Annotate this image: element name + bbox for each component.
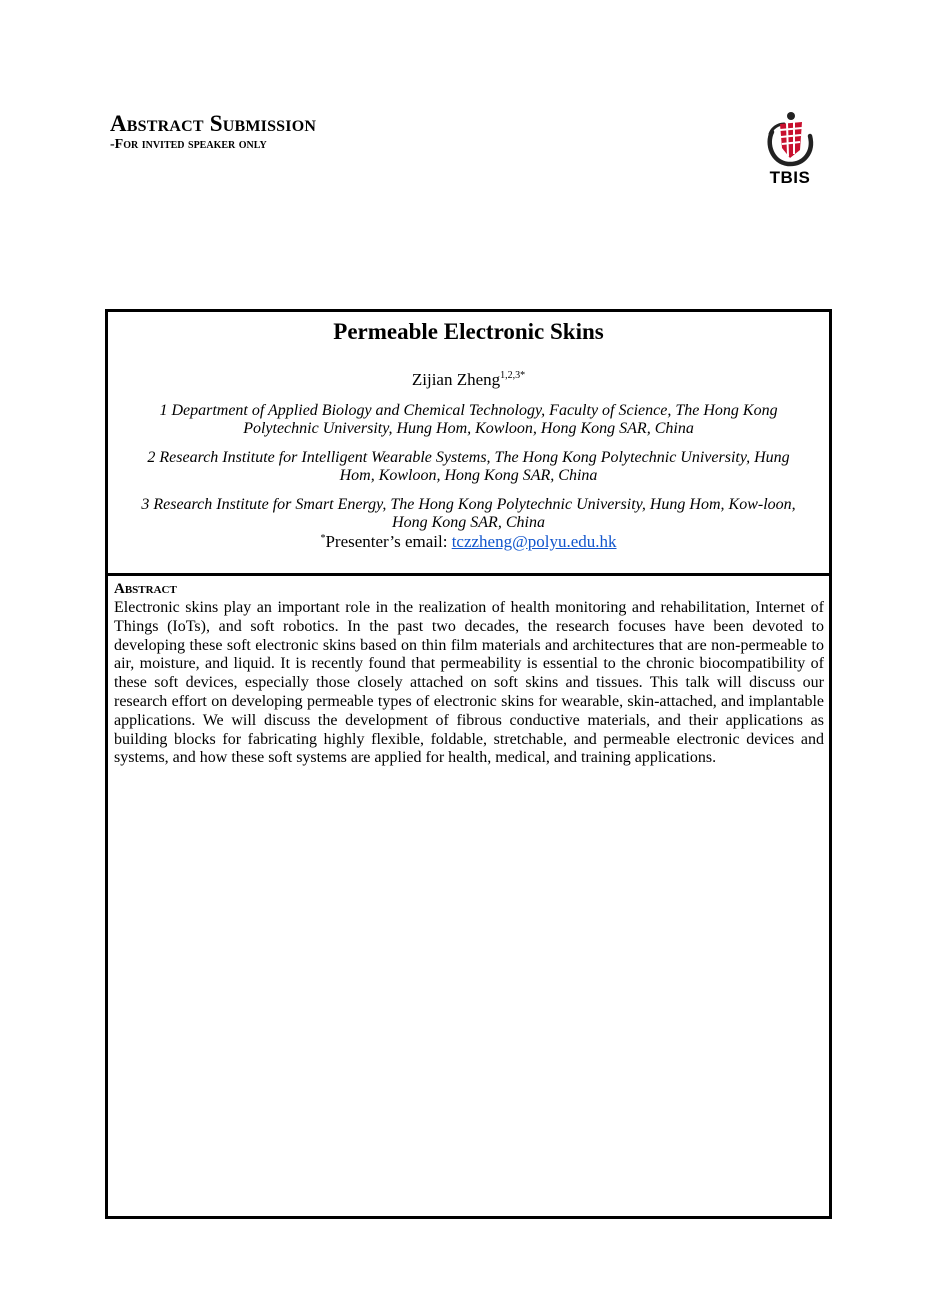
logo-text: TBIS [769, 168, 811, 187]
header-subtitle: -For invited speaker only [110, 137, 267, 152]
affiliation-1: 1 Department of Applied Biology and Chemical Technology, Faculty of Science, The Hong Kong Polytechnic University, Hung Hom, Kowloon, Hong Kong SAR, China [159, 402, 778, 437]
email-link[interactable]: tczzheng@polyu.edu.hk [451, 532, 617, 551]
submission-header [110, 112, 316, 153]
author-name: Zijian Zheng [411, 370, 501, 389]
email-asterisk: * [320, 533, 326, 544]
author-line [108, 370, 829, 390]
tbis-globe-logo-icon [758, 110, 822, 170]
affiliation-2: 2 Research Institute for Intelligent Wearable Systems, The Hong Kong Polytechnic University, Hung Hom, Kowloon, Hong Kong SAR, China [147, 449, 790, 484]
title-section [108, 312, 829, 576]
abstract-body: Electronic skins play an important role in the realization of health monitoring and rehabilitation, Internet of Things (IoTs), and soft robotics. In the past two decades, the research focuses have been devoted to developing these soft electronic skins based on thin film materials and architectures that are non-permeable to air, moisture, and liquid. It is recently found that permeability is essential to the chronic biocompatibility of these soft devices, especially those closely attached on soft skins and tissues. This talk will discuss our research effort on developing permeable types of electronic skins for wearable, skin-attached, and implantable applications. We will discuss the development of fibrous conductive materials, and their applications as building blocks for fabricating highly flexible, foldable, stretchable, and permeable electronic devices and systems, and how these soft systems are applied for health, medical, and training applications. [114, 599, 824, 767]
email-label: Presenter’s email: [325, 532, 452, 551]
affiliation-3: 3 Research Institute for Smart Energy, The Hong Kong Polytechnic University, Hung Hom, Kow-loon, Hong Kong SAR, China [141, 496, 796, 531]
author-affiliation-sup: 1,2,3* [500, 370, 526, 381]
header-title: Abstract Submission [110, 111, 317, 136]
abstract-heading: Abstract [114, 581, 177, 597]
paper-title: Permeable Electronic Skins [333, 319, 604, 344]
tbis-logo [758, 110, 822, 190]
presenter-email-line [108, 532, 829, 552]
abstract-box [105, 309, 832, 1219]
